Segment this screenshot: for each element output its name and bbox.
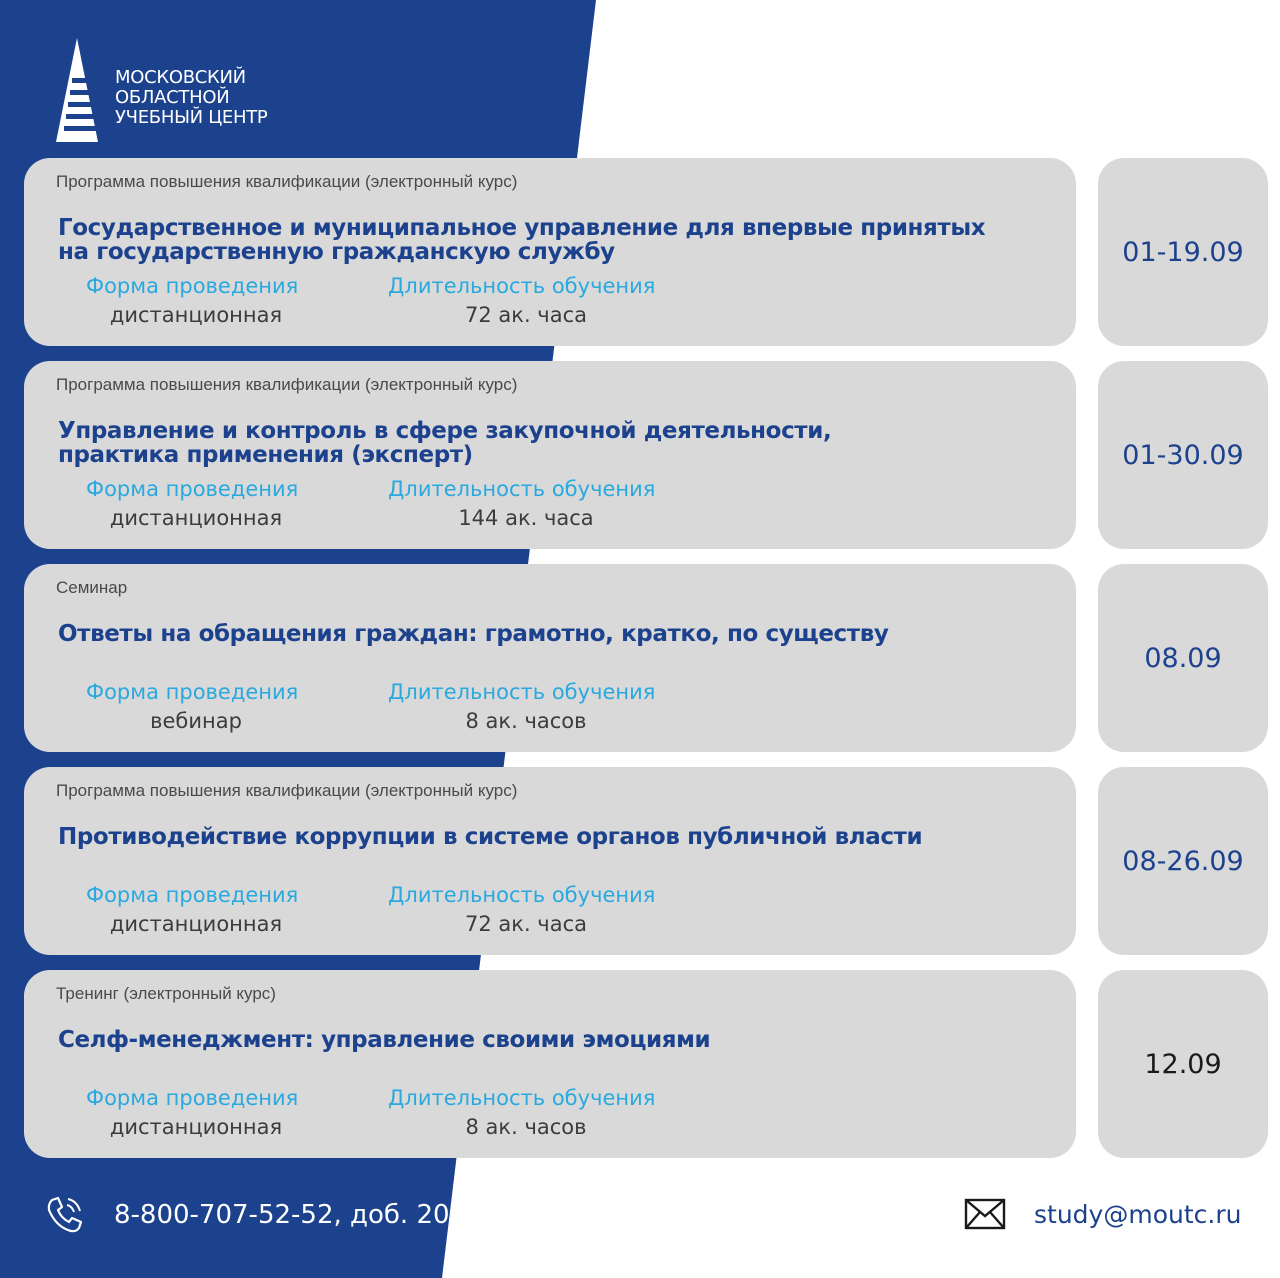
course-dates: 08.09 xyxy=(1098,564,1268,752)
course-dates: 08-26.09 xyxy=(1098,767,1268,955)
course-card xyxy=(24,970,1076,1158)
course-type: Программа повышения квалификации (электронный курс) xyxy=(56,375,518,394)
course-title-line: Селф-менеджмент: управление своими эмоциями xyxy=(58,1027,711,1053)
duration-value: 8 ак. часов xyxy=(465,709,587,733)
duration-label: Длительность обучения xyxy=(388,274,656,298)
email-contact[interactable] xyxy=(964,1198,1241,1230)
duration-label: Длительность обучения xyxy=(388,883,656,907)
course-title-line: практика применения (эксперт) xyxy=(58,442,473,468)
course-title-line: Государственное и муниципальное управление для впервые принятых xyxy=(58,215,986,241)
form-label: Форма проведения xyxy=(86,1086,299,1110)
form-label: Форма проведения xyxy=(86,680,299,704)
course-card xyxy=(24,767,1076,955)
course-type: Семинар xyxy=(56,578,128,597)
course-title xyxy=(58,1028,958,1052)
course-title-line: Ответы на обращения граждан: грамотно, кратко, по существу xyxy=(58,621,889,647)
course-type: Тренинг (электронный курс) xyxy=(56,984,276,1003)
duration-label: Длительность обучения xyxy=(388,477,656,501)
duration-label: Длительность обучения xyxy=(388,680,656,704)
course-title xyxy=(58,419,958,467)
form-value: дистанционная xyxy=(109,303,283,327)
course-title xyxy=(58,622,958,646)
course-title xyxy=(58,825,958,849)
course-dates: 01-30.09 xyxy=(1098,361,1268,549)
course-dates: 12.09 xyxy=(1098,970,1268,1158)
brand-name xyxy=(115,68,335,128)
brand-line: УЧЕБНЫЙ ЦЕНТР xyxy=(115,107,268,128)
form-label: Форма проведения xyxy=(86,883,299,907)
form-value: вебинар xyxy=(150,709,242,733)
duration-value: 144 ак. часа xyxy=(458,506,594,530)
course-type: Программа повышения квалификации (электронный курс) xyxy=(56,781,518,800)
form-label: Форма проведения xyxy=(86,477,299,501)
course-card xyxy=(24,361,1076,549)
form-value: дистанционная xyxy=(109,912,283,936)
course-type: Программа повышения квалификации (электронный курс) xyxy=(56,172,518,191)
phone-icon xyxy=(44,1194,86,1236)
form-value: дистанционная xyxy=(109,1115,283,1139)
course-title-line: Противодействие коррупции в системе органов публичной власти xyxy=(58,824,923,850)
tower-logo-icon xyxy=(52,38,102,144)
course-card xyxy=(24,158,1076,346)
email-address[interactable]: study@moutc.ru xyxy=(1034,1199,1242,1229)
form-value: дистанционная xyxy=(109,506,283,530)
duration-value: 72 ак. часа xyxy=(465,912,587,936)
course-card xyxy=(24,564,1076,752)
duration-value: 72 ак. часа xyxy=(465,303,587,327)
course-dates: 01-19.09 xyxy=(1098,158,1268,346)
duration-label: Длительность обучения xyxy=(388,1086,656,1110)
course-title xyxy=(58,215,986,265)
form-label: Форма проведения xyxy=(86,274,299,298)
phone-contact[interactable] xyxy=(44,1194,466,1236)
envelope-icon xyxy=(964,1198,1006,1230)
duration-value: 8 ак. часов xyxy=(465,1115,587,1139)
brand-line: ОБЛАСТНОЙ xyxy=(115,87,230,108)
course-title-line: Управление и контроль в сфере закупочной деятельности, xyxy=(58,418,832,444)
phone-number[interactable]: 8-800-707-52-52, доб. 200 xyxy=(114,1200,467,1230)
brand-line: МОСКОВСКИЙ xyxy=(115,67,246,88)
course-title-line: на государственную гражданскую службу xyxy=(58,239,615,265)
